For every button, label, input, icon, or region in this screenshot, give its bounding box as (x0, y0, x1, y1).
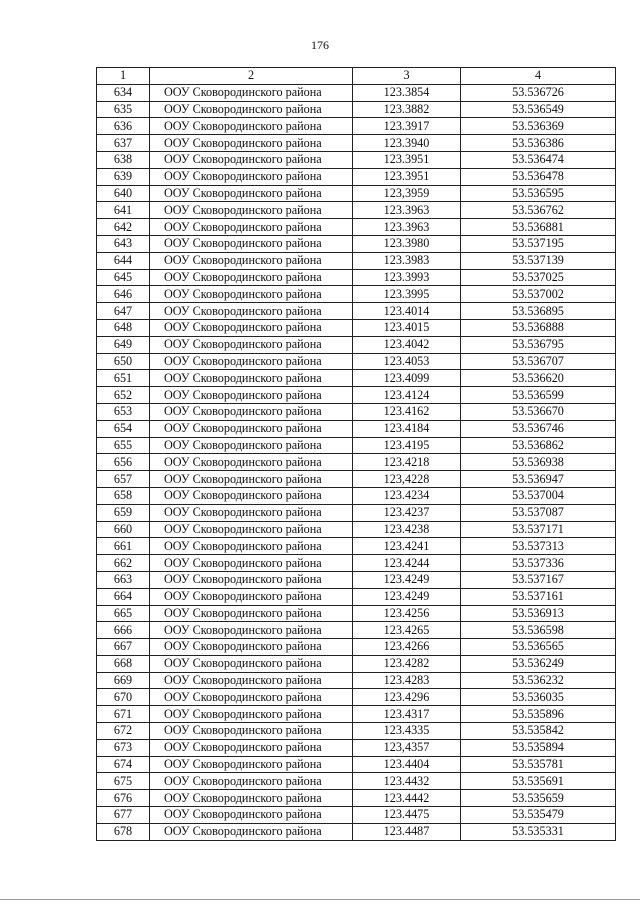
longitude-cell: 123.4244 (353, 555, 461, 572)
longitude-cell: 123.4283 (353, 672, 461, 689)
latitude-cell: 53.535781 (461, 756, 616, 773)
row-number-cell: 643 (97, 235, 150, 252)
row-number-cell: 647 (97, 303, 150, 320)
longitude-cell: 123.4218 (353, 454, 461, 471)
longitude-cell: 123.4296 (353, 689, 461, 706)
latitude-cell: 53.536895 (461, 303, 616, 320)
longitude-cell: 123.4282 (353, 655, 461, 672)
longitude-cell: 123.3917 (353, 118, 461, 135)
organization-cell: ООУ Сковородинского района (150, 168, 353, 185)
organization-cell: ООУ Сковородинского района (150, 252, 353, 269)
table-row (97, 269, 616, 286)
latitude-cell: 53.536386 (461, 135, 616, 152)
row-number-cell: 675 (97, 773, 150, 790)
table-row (97, 336, 616, 353)
row-number-cell: 670 (97, 689, 150, 706)
row-number-cell: 652 (97, 387, 150, 404)
row-number-cell: 654 (97, 420, 150, 437)
table-row (97, 235, 616, 252)
organization-cell: ООУ Сковородинского района (150, 538, 353, 555)
row-number-cell: 665 (97, 605, 150, 622)
table-row (97, 135, 616, 152)
longitude-cell: 123.4042 (353, 336, 461, 353)
row-number-cell: 669 (97, 672, 150, 689)
latitude-cell: 53.536670 (461, 403, 616, 420)
latitude-cell: 53.536746 (461, 420, 616, 437)
row-number-cell: 658 (97, 487, 150, 504)
organization-cell: ООУ Сковородинского района (150, 723, 353, 740)
table-row (97, 739, 616, 756)
row-number-cell: 677 (97, 807, 150, 824)
table-row (97, 672, 616, 689)
organization-cell: ООУ Сковородинского района (150, 605, 353, 622)
longitude-cell: 123.4265 (353, 622, 461, 639)
table-row (97, 622, 616, 639)
longitude-cell: 123,4357 (353, 739, 461, 756)
longitude-cell: 123.3940 (353, 135, 461, 152)
row-number-cell: 660 (97, 521, 150, 538)
organization-cell: ООУ Сковородинского района (150, 118, 353, 135)
longitude-cell: 123.4317 (353, 706, 461, 723)
organization-cell: ООУ Сковородинского района (150, 269, 353, 286)
latitude-cell: 53.535659 (461, 790, 616, 807)
longitude-cell: 123.4266 (353, 639, 461, 656)
table-row (97, 655, 616, 672)
row-number-cell: 659 (97, 504, 150, 521)
organization-cell: ООУ Сковородинского района (150, 303, 353, 320)
longitude-cell: 123.4487 (353, 823, 461, 840)
row-number-cell: 674 (97, 756, 150, 773)
longitude-cell: 123.4432 (353, 773, 461, 790)
row-number-cell: 673 (97, 739, 150, 756)
column-header-4: 4 (461, 68, 616, 85)
row-number-cell: 664 (97, 588, 150, 605)
column-header-3: 3 (353, 68, 461, 85)
longitude-cell: 123,4228 (353, 471, 461, 488)
row-number-cell: 634 (97, 84, 150, 101)
longitude-cell: 123.4099 (353, 370, 461, 387)
longitude-cell: 123.3993 (353, 269, 461, 286)
organization-cell: ООУ Сковородинского района (150, 202, 353, 219)
row-number-cell: 657 (97, 471, 150, 488)
coordinates-table (96, 67, 616, 841)
latitude-cell: 53.536595 (461, 185, 616, 202)
longitude-cell: 123.4249 (353, 571, 461, 588)
latitude-cell: 53.536862 (461, 437, 616, 454)
row-number-cell: 640 (97, 185, 150, 202)
longitude-cell: 123,3959 (353, 185, 461, 202)
latitude-cell: 53.535842 (461, 723, 616, 740)
row-number-cell: 645 (97, 269, 150, 286)
organization-cell: ООУ Сковородинского района (150, 555, 353, 572)
longitude-cell: 123.3995 (353, 286, 461, 303)
longitude-cell: 123.4015 (353, 319, 461, 336)
longitude-cell: 123.4241 (353, 538, 461, 555)
row-number-cell: 662 (97, 555, 150, 572)
organization-cell: ООУ Сковородинского района (150, 672, 353, 689)
organization-cell: ООУ Сковородинского района (150, 420, 353, 437)
row-number-cell: 667 (97, 639, 150, 656)
table-row (97, 403, 616, 420)
longitude-cell: 123.4249 (353, 588, 461, 605)
latitude-cell: 53.536620 (461, 370, 616, 387)
longitude-cell: 123.4124 (353, 387, 461, 404)
table-row (97, 773, 616, 790)
organization-cell: ООУ Сковородинского района (150, 655, 353, 672)
table-row (97, 353, 616, 370)
row-number-cell: 644 (97, 252, 150, 269)
longitude-cell: 123.3983 (353, 252, 461, 269)
organization-cell: ООУ Сковородинского района (150, 487, 353, 504)
row-number-cell: 646 (97, 286, 150, 303)
organization-cell: ООУ Сковородинского района (150, 219, 353, 236)
organization-cell: ООУ Сковородинского района (150, 639, 353, 656)
latitude-cell: 53.536599 (461, 387, 616, 404)
organization-cell: ООУ Сковородинского района (150, 454, 353, 471)
row-number-cell: 678 (97, 823, 150, 840)
organization-cell: ООУ Сковородинского района (150, 437, 353, 454)
table-row (97, 538, 616, 555)
row-number-cell: 663 (97, 571, 150, 588)
latitude-cell: 53.536474 (461, 151, 616, 168)
table-row (97, 555, 616, 572)
latitude-cell: 53.537195 (461, 235, 616, 252)
latitude-cell: 53.536947 (461, 471, 616, 488)
organization-cell: ООУ Сковородинского района (150, 504, 353, 521)
table-row (97, 101, 616, 118)
latitude-cell: 53.536913 (461, 605, 616, 622)
row-number-cell: 649 (97, 336, 150, 353)
organization-cell: ООУ Сковородинского района (150, 101, 353, 118)
row-number-cell: 668 (97, 655, 150, 672)
longitude-cell: 123.3854 (353, 84, 461, 101)
organization-cell: ООУ Сковородинского района (150, 403, 353, 420)
longitude-cell: 123.4335 (353, 723, 461, 740)
page-bottom-rule (0, 899, 640, 900)
table-row (97, 571, 616, 588)
page-number: 176 (311, 38, 329, 52)
latitude-cell: 53.537004 (461, 487, 616, 504)
latitude-cell: 53.536565 (461, 639, 616, 656)
longitude-cell: 123.4014 (353, 303, 461, 320)
latitude-cell: 53.535331 (461, 823, 616, 840)
row-number-cell: 672 (97, 723, 150, 740)
row-number-cell: 635 (97, 101, 150, 118)
latitude-cell: 53.536478 (461, 168, 616, 185)
organization-cell: ООУ Сковородинского района (150, 689, 353, 706)
table-body (97, 84, 616, 840)
longitude-cell: 123.4404 (353, 756, 461, 773)
row-number-cell: 641 (97, 202, 150, 219)
table-row (97, 286, 616, 303)
longitude-cell: 123.4184 (353, 420, 461, 437)
table-row (97, 168, 616, 185)
table-row (97, 151, 616, 168)
latitude-cell: 53.536938 (461, 454, 616, 471)
latitude-cell: 53.537167 (461, 571, 616, 588)
table-row (97, 605, 616, 622)
organization-cell: ООУ Сковородинского района (150, 739, 353, 756)
latitude-cell: 53.535894 (461, 739, 616, 756)
latitude-cell: 53.535691 (461, 773, 616, 790)
column-header-1: 1 (97, 68, 150, 85)
table-row (97, 252, 616, 269)
table-row (97, 437, 616, 454)
latitude-cell: 53.536598 (461, 622, 616, 639)
table-row (97, 723, 616, 740)
row-number-cell: 666 (97, 622, 150, 639)
table-row (97, 471, 616, 488)
row-number-cell: 653 (97, 403, 150, 420)
row-number-cell: 638 (97, 151, 150, 168)
latitude-cell: 53.535479 (461, 807, 616, 824)
longitude-cell: 123.3980 (353, 235, 461, 252)
organization-cell: ООУ Сковородинского района (150, 135, 353, 152)
table-row (97, 706, 616, 723)
longitude-cell: 123.3951 (353, 151, 461, 168)
longitude-cell: 123.4238 (353, 521, 461, 538)
row-number-cell: 661 (97, 538, 150, 555)
organization-cell: ООУ Сковородинского района (150, 521, 353, 538)
row-number-cell: 636 (97, 118, 150, 135)
table-row (97, 202, 616, 219)
latitude-cell: 53.536549 (461, 101, 616, 118)
latitude-cell: 53.537087 (461, 504, 616, 521)
table-row (97, 807, 616, 824)
organization-cell: ООУ Сковородинского района (150, 756, 353, 773)
row-number-cell: 648 (97, 319, 150, 336)
latitude-cell: 53.536707 (461, 353, 616, 370)
table-row (97, 639, 616, 656)
table-row (97, 370, 616, 387)
row-number-cell: 650 (97, 353, 150, 370)
longitude-cell: 123.4195 (353, 437, 461, 454)
table-row (97, 303, 616, 320)
latitude-cell: 53.537002 (461, 286, 616, 303)
organization-cell: ООУ Сковородинского района (150, 622, 353, 639)
table-row (97, 219, 616, 236)
table-row (97, 689, 616, 706)
table-row (97, 387, 616, 404)
organization-cell: ООУ Сковородинского района (150, 773, 353, 790)
latitude-cell: 53.536035 (461, 689, 616, 706)
longitude-cell: 123.3951 (353, 168, 461, 185)
latitude-cell: 53.537139 (461, 252, 616, 269)
latitude-cell: 53.537336 (461, 555, 616, 572)
organization-cell: ООУ Сковородинского района (150, 353, 353, 370)
row-number-cell: 639 (97, 168, 150, 185)
table-row (97, 84, 616, 101)
table-row (97, 588, 616, 605)
latitude-cell: 53.537171 (461, 521, 616, 538)
organization-cell: ООУ Сковородинского района (150, 790, 353, 807)
table-row (97, 521, 616, 538)
longitude-cell: 123.3963 (353, 202, 461, 219)
organization-cell: ООУ Сковородинского района (150, 706, 353, 723)
row-number-cell: 671 (97, 706, 150, 723)
organization-cell: ООУ Сковородинского района (150, 151, 353, 168)
row-number-cell: 655 (97, 437, 150, 454)
latitude-cell: 53.535896 (461, 706, 616, 723)
table-row (97, 756, 616, 773)
longitude-cell: 123.4053 (353, 353, 461, 370)
row-number-cell: 676 (97, 790, 150, 807)
latitude-cell: 53.536795 (461, 336, 616, 353)
organization-cell: ООУ Сковородинского района (150, 588, 353, 605)
latitude-cell: 53.537313 (461, 538, 616, 555)
longitude-cell: 123.4234 (353, 487, 461, 504)
table-row (97, 504, 616, 521)
longitude-cell: 123.3963 (353, 219, 461, 236)
latitude-cell: 53.536369 (461, 118, 616, 135)
latitude-cell: 53.536232 (461, 672, 616, 689)
table-row (97, 319, 616, 336)
latitude-cell: 53.536249 (461, 655, 616, 672)
organization-cell: ООУ Сковородинского района (150, 807, 353, 824)
organization-cell: ООУ Сковородинского района (150, 336, 353, 353)
organization-cell: ООУ Сковородинского района (150, 235, 353, 252)
organization-cell: ООУ Сковородинского района (150, 571, 353, 588)
organization-cell: ООУ Сковородинского района (150, 370, 353, 387)
organization-cell: ООУ Сковородинского района (150, 84, 353, 101)
longitude-cell: 123.4442 (353, 790, 461, 807)
organization-cell: ООУ Сковородинского района (150, 471, 353, 488)
organization-cell: ООУ Сковородинского района (150, 387, 353, 404)
longitude-cell: 123.4237 (353, 504, 461, 521)
row-number-cell: 642 (97, 219, 150, 236)
organization-cell: ООУ Сковородинского района (150, 823, 353, 840)
longitude-cell: 123.4475 (353, 807, 461, 824)
latitude-cell: 53.537161 (461, 588, 616, 605)
latitude-cell: 53.536762 (461, 202, 616, 219)
organization-cell: ООУ Сковородинского района (150, 286, 353, 303)
table-row (97, 823, 616, 840)
organization-cell: ООУ Сковородинского района (150, 185, 353, 202)
row-number-cell: 656 (97, 454, 150, 471)
table-header-row (97, 68, 616, 85)
table-row (97, 420, 616, 437)
longitude-cell: 123.4256 (353, 605, 461, 622)
table-row (97, 487, 616, 504)
latitude-cell: 53.536881 (461, 219, 616, 236)
organization-cell: ООУ Сковородинского района (150, 319, 353, 336)
latitude-cell: 53.537025 (461, 269, 616, 286)
table-row (97, 454, 616, 471)
latitude-cell: 53.536888 (461, 319, 616, 336)
row-number-cell: 651 (97, 370, 150, 387)
longitude-cell: 123.4162 (353, 403, 461, 420)
longitude-cell: 123.3882 (353, 101, 461, 118)
table-row (97, 118, 616, 135)
table-row (97, 790, 616, 807)
column-header-2: 2 (150, 68, 353, 85)
table-row (97, 185, 616, 202)
latitude-cell: 53.536726 (461, 84, 616, 101)
row-number-cell: 637 (97, 135, 150, 152)
